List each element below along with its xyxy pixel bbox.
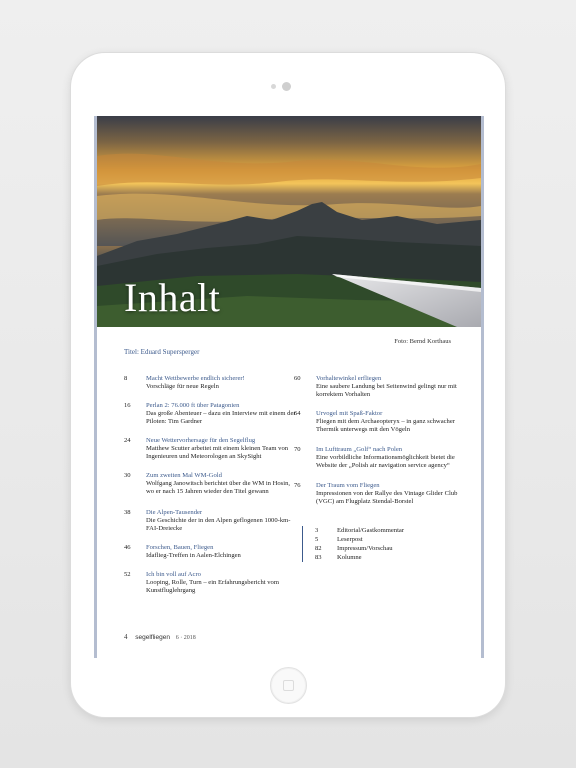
- article-description: Die Geschichte der in den Alpen geflogenen 1000-km-FAI-Dreiecke: [146, 517, 291, 532]
- article-description: Matthew Scutter arbeitet mit einem kleinen Team von Ingenieuren und Meteorologen an SkySight: [146, 445, 289, 460]
- page-number: 24: [124, 437, 131, 444]
- section-label: Kolumne: [337, 554, 362, 561]
- toc-left-column: [124, 375, 309, 615]
- page-number: 3: [315, 527, 319, 534]
- toc-right-column: [294, 375, 479, 515]
- article-title[interactable]: Urvogel mit Spaß-Faktor: [316, 410, 383, 417]
- page-number: 82: [315, 545, 322, 552]
- page-footer: [124, 633, 196, 641]
- article-title[interactable]: Die Alpen-Tausender: [146, 509, 203, 516]
- page-number: 16: [124, 402, 131, 409]
- section-label: Impressum/Vorschau: [337, 545, 393, 552]
- page-number: 70: [294, 446, 301, 453]
- home-icon: [283, 680, 294, 691]
- folio-page-number: 4: [124, 633, 128, 641]
- article-title[interactable]: Forschen, Bauen, Fliegen: [146, 544, 214, 551]
- page-number: 5: [315, 536, 319, 543]
- article-description: Impressionen von der Rallye des Vintage Glider Club (VGC) am Flugplatz Stendal-Borstel: [316, 490, 458, 505]
- photo-credit: Foto: Bernd Korthaus: [394, 338, 451, 345]
- article-title[interactable]: Neue Wettervorhersage für den Segelflug: [146, 437, 256, 444]
- issue-number: 6 · 2018: [175, 635, 196, 641]
- article-title[interactable]: Macht Wettbewerbe endlich sicherer!: [146, 375, 245, 382]
- page-number: 64: [294, 410, 301, 417]
- regular-item[interactable]: [315, 553, 404, 562]
- article-description: Das große Abenteuer – dazu ein Interview mit einem der Piloten: Tim Gardner: [146, 410, 296, 425]
- article-title[interactable]: Im Lufttraum „Golf“ nach Polen: [316, 446, 403, 453]
- article-description: Wolfgang Janowitsch berichtet über die WM in Hosin, wo er nach 15 Jahren wieder den Titel gewann: [146, 480, 291, 495]
- section-label: Editorial/Gastkommentar: [337, 527, 405, 534]
- article-description: Looping, Rolle, Turn – ein Erfahrungsbericht vom Kunstfluglehrgang: [146, 579, 279, 594]
- regular-sections: [302, 526, 404, 562]
- article-description: Eine vorbildliche Informationsmöglichkeit bietet die Website der „Polish air navigation service agency“: [316, 454, 455, 469]
- front-sensor: [271, 84, 276, 89]
- article-title[interactable]: Vorhaltewinkel erfliegen: [316, 375, 382, 382]
- page-number: 8: [124, 375, 128, 382]
- page-number: 52: [124, 571, 131, 578]
- article-description: Eine saubere Landung bei Seitenwind gelingt nur mit korrektem Vorhalten: [316, 383, 457, 398]
- page-number: 60: [294, 375, 301, 382]
- article-title[interactable]: Perlan 2: 76.000 ft über Patagonien: [146, 402, 240, 409]
- page-number: 76: [294, 482, 301, 489]
- front-camera: [282, 82, 291, 91]
- page-number: 30: [124, 472, 131, 479]
- page-number: 83: [315, 554, 322, 561]
- home-button[interactable]: [270, 667, 307, 704]
- article-title[interactable]: Zum zweiten Mal WM-Gold: [146, 472, 222, 479]
- page-number: 46: [124, 544, 131, 551]
- cover-credit: Titel: Eduard Supersperger: [124, 348, 200, 356]
- magazine-name: segelfliegen: [135, 634, 170, 641]
- article-title[interactable]: Der Traum vom Fliegen: [316, 482, 380, 489]
- section-label: Leserpost: [337, 536, 363, 543]
- article-description: Idaflieg-Treffen in Aalen-Elchingen: [146, 552, 241, 559]
- article-title[interactable]: Ich bin voll auf Acro: [146, 571, 201, 578]
- page-number: 38: [124, 509, 131, 516]
- magazine-page: [94, 116, 484, 658]
- article-description: Vorschläge für neue Regeln: [146, 383, 219, 390]
- page-title: Inhalt: [124, 275, 221, 320]
- regular-item[interactable]: [315, 526, 404, 535]
- cover-photo: [97, 116, 481, 327]
- regular-item[interactable]: [315, 544, 404, 553]
- regular-item[interactable]: [315, 535, 404, 544]
- article-description: Fliegen mit dem Archaeopteryx – in ganz schwacher Thermik unterwegs mit den Vögeln: [316, 418, 455, 433]
